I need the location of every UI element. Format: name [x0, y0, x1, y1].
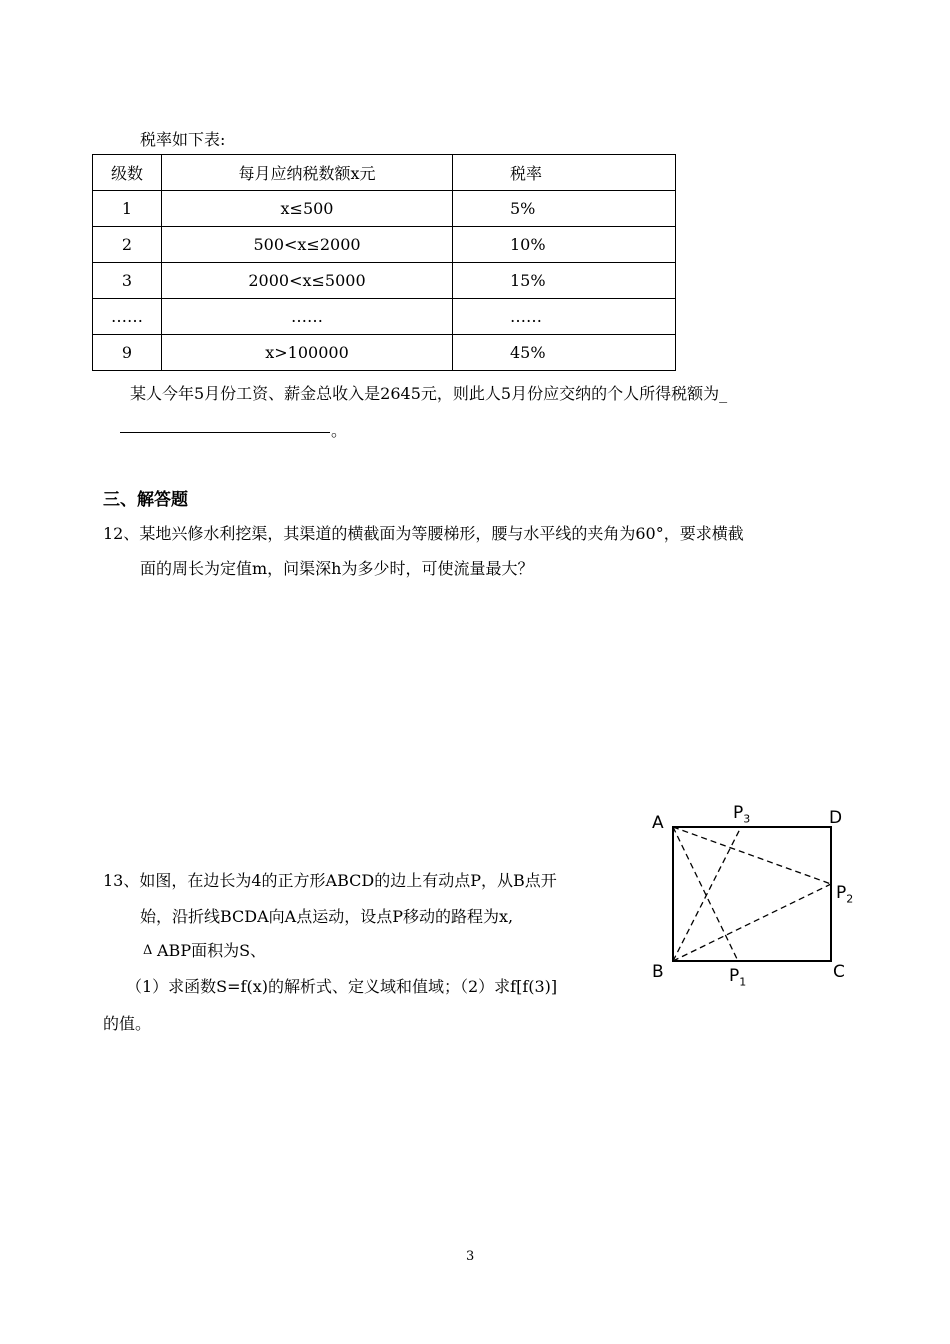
cell-level: 1	[93, 191, 162, 227]
table-intro: 税率如下表:	[140, 130, 226, 149]
cell-rate: 5%	[453, 191, 676, 227]
cell-rate: 10%	[453, 227, 676, 263]
cell-rate: ……	[453, 299, 676, 335]
header-level: 级数	[93, 155, 162, 191]
table-row	[93, 227, 676, 263]
label-p3: $P_3$	[733, 803, 751, 826]
segment-b-p2	[673, 884, 831, 961]
q13-line2: 始，沿折线BCDA向A点运动，设点P移动的路程为x,	[140, 907, 514, 926]
cell-level: 9	[93, 335, 162, 371]
cell-amount: 500<x≤2000	[162, 227, 453, 263]
header-rate: 税率	[453, 155, 676, 191]
cell-amount: x≤500	[162, 191, 453, 227]
page-number: 3	[466, 1249, 475, 1264]
table-row	[93, 191, 676, 227]
q11-end: 。	[331, 421, 348, 440]
cell-amount: ……	[162, 299, 453, 335]
label-a: A	[652, 813, 664, 833]
delta-symbol: Δ	[143, 943, 153, 958]
cell-level: ……	[93, 299, 162, 335]
square-abcd	[673, 827, 831, 961]
table-row	[93, 335, 676, 371]
cell-rate: 45%	[453, 335, 676, 371]
section-title: 三、解答题	[103, 490, 188, 510]
tax-rate-table	[92, 154, 676, 371]
q12-line2: 面的周长为定值m，问渠深h为多少时，可使流量最大？	[140, 559, 534, 578]
header-amount: 每月应纳税数额x元	[162, 155, 453, 191]
q11-text: 某人今年5月份工资、薪金总收入是2645元，则此人5月份应交纳的个人所得税额为_	[130, 384, 728, 403]
q12-line1: 12、某地兴修水利挖渠，其渠道的横截面为等腰梯形，腰与水平线的夹角为60°，要求横截	[103, 524, 744, 543]
cell-amount: 2000<x≤5000	[162, 263, 453, 299]
q13-line4: （1）求函数S=f(x)的解析式、定义域和值域；（2）求f[f(3)]	[126, 977, 558, 996]
table-row	[93, 263, 676, 299]
table-header-row	[93, 155, 676, 191]
label-p2: $P_2$	[836, 883, 854, 906]
table-row	[93, 299, 676, 335]
cell-amount: x>100000	[162, 335, 453, 371]
label-p1: $P_1$	[729, 966, 747, 989]
label-d: D	[829, 808, 843, 828]
label-b: B	[652, 962, 664, 982]
cell-level: 2	[93, 227, 162, 263]
cell-rate: 15%	[453, 263, 676, 299]
cell-level: 3	[93, 263, 162, 299]
q13-line3: ABP面积为S、	[157, 941, 267, 960]
q13-line1: 13、如图，在边长为4的正方形ABCD的边上有动点P，从B点开	[103, 871, 557, 890]
label-c: C	[833, 962, 845, 982]
answer-blank	[120, 432, 330, 433]
q13-line5: 的值。	[103, 1014, 152, 1033]
